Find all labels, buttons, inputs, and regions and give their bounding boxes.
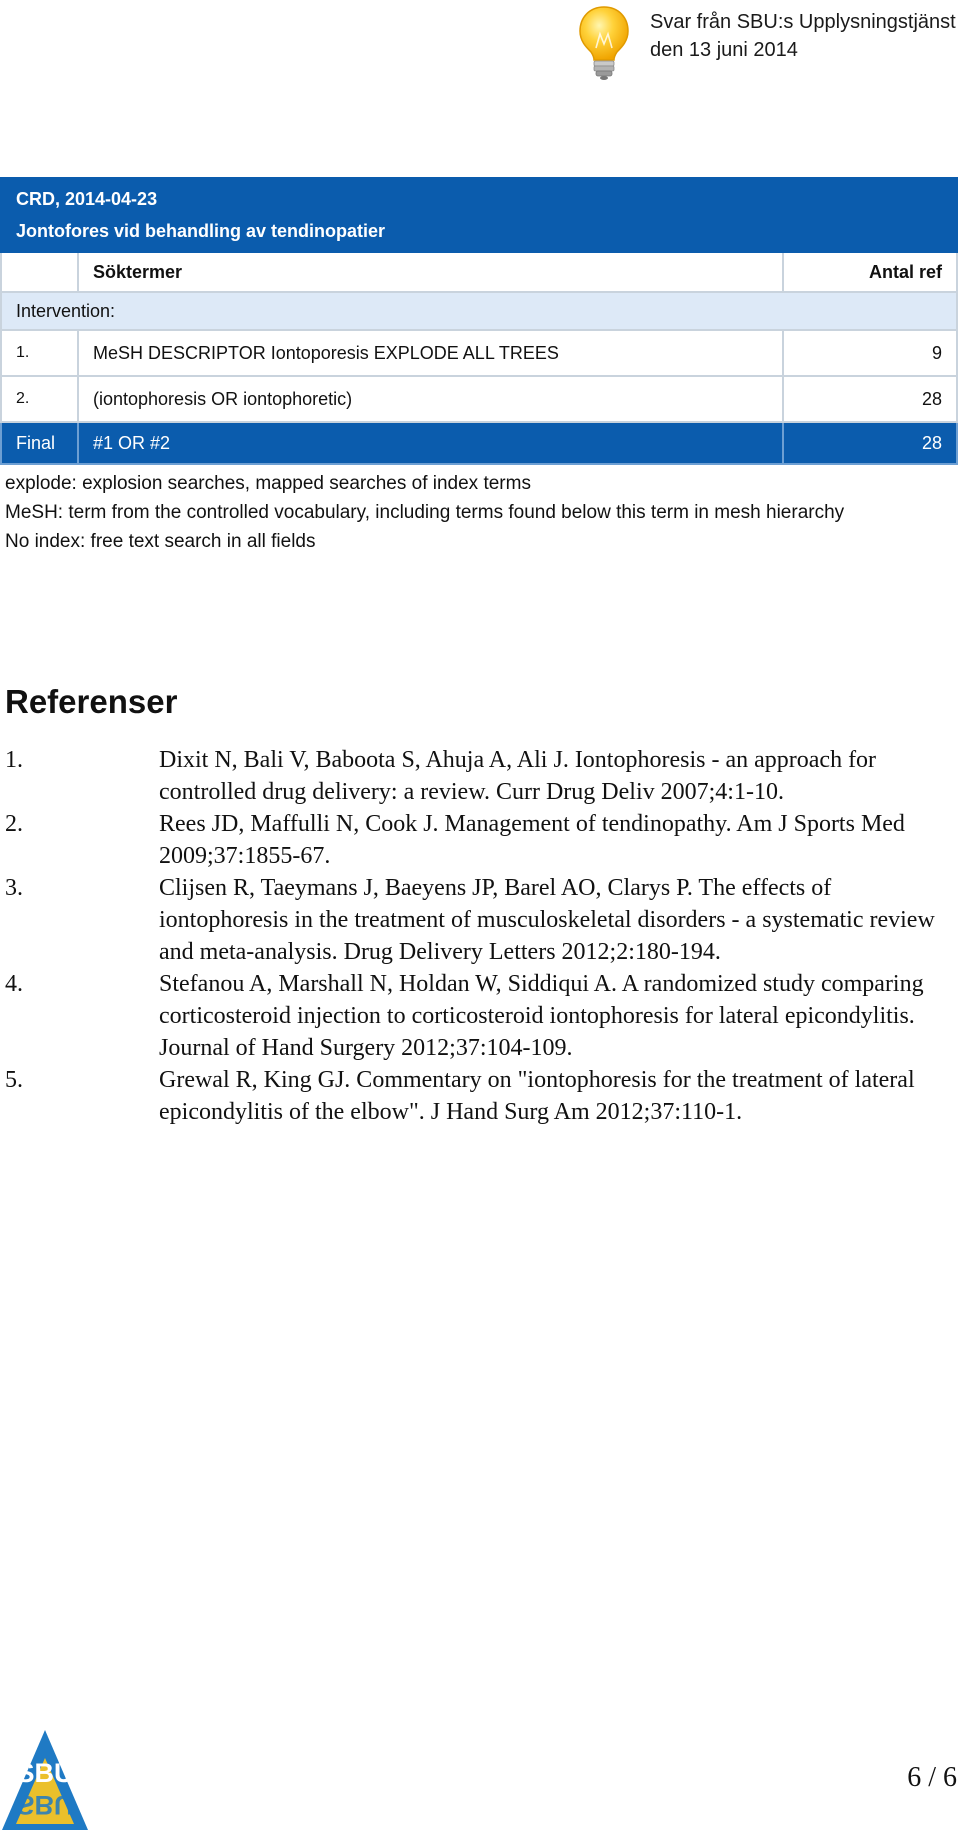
row-number: 2.	[1, 376, 78, 422]
reference-text: Stefanou A, Marshall N, Holdan W, Siddiqui A. A randomized study comparing corticosteroid injection to corticosteroid iontophoresis for lateral epicondylitis. Journal of Hand Surgery 2012;37:104-109.	[159, 971, 924, 1061]
table-row	[1, 330, 957, 376]
row-count: 28	[783, 376, 957, 422]
search-notes	[5, 469, 950, 556]
sbu-logo-text: SBU	[16, 1758, 74, 1788]
column-header-refs: Antal ref	[783, 252, 957, 292]
reference-text: Clijsen R, Taeymans J, Baeyens JP, Barel AO, Clarys P. The effects of iontophoresis in the treatment of musculoskeletal disorders - a systematic review and meta-analysis. Drug Delivery Letters 2012;2:180-194.	[159, 875, 935, 965]
row-search-term: MeSH DESCRIPTOR Iontoporesis EXPLODE ALL TREES	[78, 330, 783, 376]
reference-item	[5, 872, 950, 968]
reference-item	[5, 968, 950, 1064]
row-number: 1.	[1, 330, 78, 376]
row-count: 9	[783, 330, 957, 376]
reference-number: 5.	[5, 1067, 23, 1093]
database-date: CRD, 2014-04-23	[16, 189, 158, 209]
reference-text: Rees JD, Maffulli N, Cook J. Management of tendinopathy. Am J Sports Med 2009;37:1855-67.	[159, 811, 905, 869]
header-line-2: den 13 juni 2014	[650, 39, 798, 61]
references-heading: Referenser	[5, 683, 178, 720]
reference-number: 4.	[5, 971, 23, 997]
row-search-term: (iontophoresis OR iontophoretic)	[78, 376, 783, 422]
note-mesh: MeSH: term from the controlled vocabulary, including terms found below this term in mesh hierarchy	[5, 502, 845, 523]
section-label: Intervention:	[1, 292, 957, 330]
reference-item	[5, 808, 950, 872]
reference-item	[5, 744, 950, 808]
references-list	[5, 744, 950, 1128]
final-count: 28	[783, 422, 957, 464]
sbu-logo	[0, 1728, 90, 1832]
search-strategy-table	[0, 177, 958, 465]
table-row	[1, 376, 957, 422]
reference-item	[5, 1064, 950, 1128]
note-explode: explode: explosion searches, mapped searches of index terms	[5, 473, 531, 494]
column-header-terms: Söktermer	[78, 252, 783, 292]
note-no-index: No index: free text search in all fields	[5, 531, 316, 552]
section-row	[1, 292, 957, 330]
final-row	[1, 422, 957, 464]
table-header-cell	[1, 178, 957, 252]
reference-text: Dixit N, Bali V, Baboota S, Ahuja A, Ali J. Iontophoresis - an approach for controlled drug delivery: a review. Curr Drug Deliv 2007;4:1-10.	[159, 747, 877, 805]
final-search-term: #1 OR #2	[78, 422, 783, 464]
reference-number: 1.	[5, 747, 23, 773]
column-header-blank	[1, 252, 78, 292]
header-title	[650, 8, 956, 64]
lightbulb-icon	[574, 4, 634, 80]
page-number: 6 / 6	[907, 1762, 957, 1793]
sbu-logo-reflection: SBU	[16, 1790, 74, 1820]
table-header-row	[1, 178, 957, 252]
reference-number: 3.	[5, 875, 23, 901]
final-label: Final	[1, 422, 78, 464]
reference-text: Grewal R, King GJ. Commentary on "iontophoresis for the treatment of lateral epicondylitis of the elbow". J Hand Surg Am 2012;37:110-1.	[159, 1067, 915, 1125]
search-title: Jontofores vid behandling av tendinopatier	[16, 221, 386, 241]
column-header-row	[1, 252, 957, 292]
header-line-1: Svar från SBU:s Upplysningstjänst	[650, 11, 956, 33]
reference-number: 2.	[5, 811, 23, 837]
